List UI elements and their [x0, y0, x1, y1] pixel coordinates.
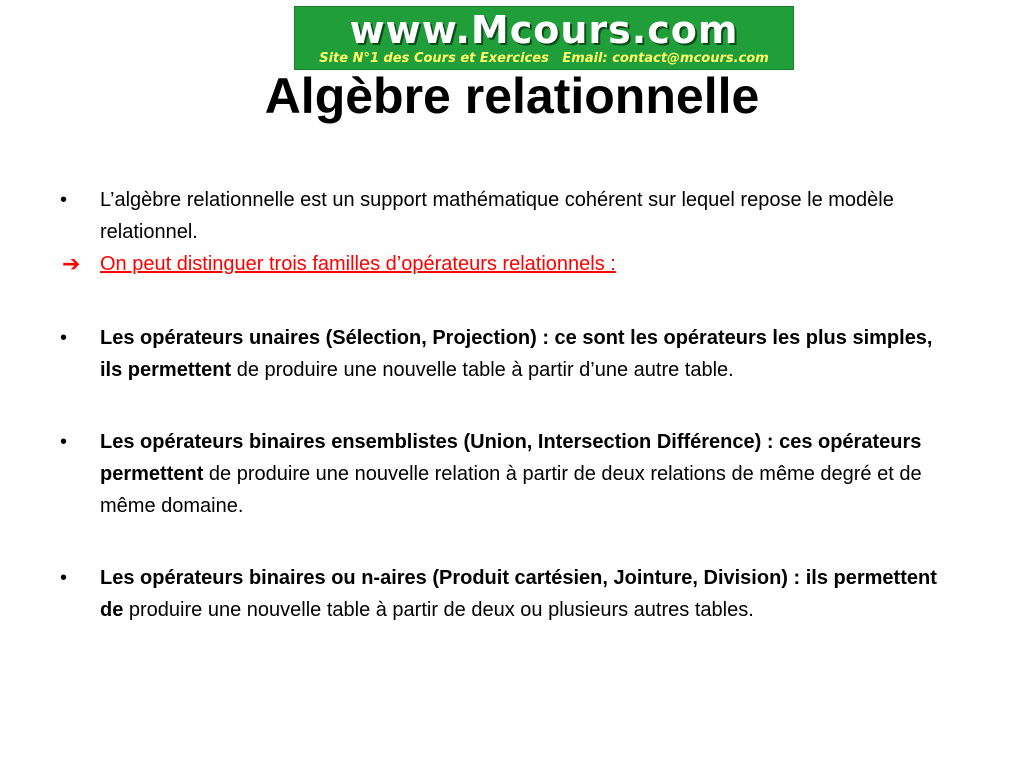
bullet-icon: •: [60, 431, 68, 453]
bullet-intro: [60, 184, 960, 248]
right-arrow-icon: ➔: [62, 251, 81, 276]
mcours-banner-logo: [294, 6, 794, 70]
binary-set-operators-text: de produire une nouvelle relation à partir de deux relations de même degré et de même domaine.: [100, 463, 922, 517]
bullet-unary-operators: [60, 322, 960, 386]
bullet-icon: •: [60, 327, 68, 349]
unary-operators-bold: Les opérateurs unaires (Sélection, Projection) : ce sont les opérateurs les plus simples, ils permettent: [100, 327, 933, 381]
slide-title: Algèbre relationnelle: [264, 68, 760, 124]
highlight-text: On peut distinguer trois familles d’opérateurs relationnels :: [100, 253, 616, 275]
bullet-binary-set-operators: [60, 426, 960, 522]
banner-tagline: Site N°1 des Cours et Exercices Email: contact@mcours.com: [319, 51, 769, 66]
binary-set-operators-bold: Les opérateurs binaires ensemblistes (Union, Intersection Différence) : ces opérateurs permettent: [100, 431, 922, 485]
highlight-line: [60, 248, 960, 280]
bullet-nary-operators: [60, 562, 960, 626]
unary-operators-text: de produire une nouvelle table à partir d’une autre table.: [231, 359, 734, 381]
bullet-icon: •: [60, 567, 68, 589]
banner-site-name: www.Mcours.com: [349, 8, 739, 52]
nary-operators-text: produire une nouvelle table à partir de deux ou plusieurs autres tables.: [123, 599, 754, 621]
slide-body: [60, 184, 960, 626]
nary-operators-bold: Les opérateurs binaires ou n-aires (Produit cartésien, Jointure, Division) : ils permettent de: [100, 567, 937, 621]
intro-text: L’algèbre relationnelle est un support mathématique cohérent sur lequel repose le modèle relationnel.: [100, 189, 894, 243]
bullet-icon: •: [60, 189, 68, 211]
